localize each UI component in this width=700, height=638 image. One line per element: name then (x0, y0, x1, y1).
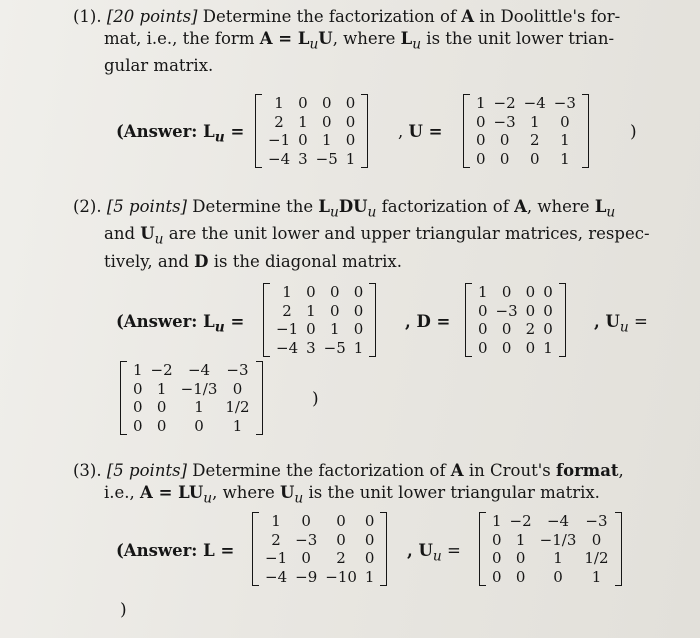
matrix-cell: 1 (476, 94, 486, 112)
matrix-cell: 0 (553, 567, 563, 586)
matrix-cell: 1/2 (584, 549, 609, 567)
matrix-cell: 0 (525, 338, 536, 357)
matrix-cell: 2 (336, 549, 346, 567)
matrix-cell: 2 (274, 112, 284, 131)
matrix-cell: 0 (591, 530, 602, 549)
matrix-row (129, 361, 254, 380)
matrix-cell: −9 (295, 567, 318, 586)
q3-number: (3). (73, 461, 102, 480)
question-2 (73, 196, 673, 273)
matrix-cell: 0 (156, 416, 167, 435)
q2-D-label: , D = (405, 312, 451, 331)
matrix-cell: −2 (150, 361, 173, 379)
matrix-cell: −4 (268, 149, 291, 168)
q1-points: [20 points] (106, 7, 198, 26)
matrix-cell: 0 (232, 379, 243, 398)
q2-number: (2). (73, 197, 102, 216)
matrix-table (264, 94, 359, 168)
q2-text: Determine the (187, 197, 319, 216)
matrix-cell: 0 (345, 112, 356, 131)
matrix-cell: −3 (495, 301, 518, 320)
q3-Uu-label-eq: = (441, 541, 461, 560)
matrix-cell: 0 (476, 131, 486, 149)
matrix-cell: 1 (543, 338, 553, 357)
q2-text-b: factorization of (376, 197, 515, 216)
matrix-cell: −3 (295, 530, 318, 549)
matrix-cell: 0 (298, 131, 308, 149)
q2-D-matrix (465, 283, 566, 357)
matrix-table (261, 512, 378, 586)
q3-text-d: , where (212, 483, 281, 502)
matrix-cell: 0 (329, 301, 340, 320)
matrix-cell: 0 (321, 94, 332, 112)
matrix-row (272, 320, 367, 339)
q3-text-e: is the unit lower triangular matrix. (303, 483, 600, 502)
q2-Uu-matrix (120, 361, 263, 435)
q2-answer-sub: u (214, 319, 225, 336)
matrix-cell: 0 (345, 131, 356, 149)
matrix-row (261, 549, 378, 568)
matrix-cell: −4 (187, 361, 211, 379)
matrix-cell: 0 (543, 301, 553, 320)
matrix-cell: 0 (364, 549, 375, 567)
matrix-table (474, 283, 557, 357)
matrix-cell: 0 (336, 530, 346, 549)
q1-text: Determine the factorization of (197, 7, 462, 26)
matrix-cell: 3 (298, 149, 308, 168)
q3-text-b: in Crout's (463, 461, 556, 480)
q1-answer-text: (Answer: L (116, 122, 215, 141)
q2-Uu-sub: u (154, 231, 164, 248)
matrix-cell: 0 (501, 338, 512, 357)
matrix-cell: 0 (478, 320, 488, 338)
matrix-cell: 1 (282, 283, 292, 301)
matrix-cell: 0 (329, 283, 340, 301)
matrix-cell: 1/2 (225, 398, 250, 416)
matrix-table (472, 94, 580, 168)
matrix-row (261, 512, 378, 531)
matrix-cell: −3 (585, 512, 608, 530)
matrix-cell: 0 (301, 549, 311, 567)
matrix-cell: 0 (478, 301, 488, 320)
matrix-cell: 0 (499, 131, 510, 149)
question-3 (73, 460, 673, 509)
q3-Uu-label-sub: u (432, 548, 442, 565)
q3-Uu-sub: u (294, 490, 304, 507)
q1-close-paren: ) (630, 122, 637, 142)
matrix-cell: 0 (515, 567, 526, 586)
matrix-row (272, 339, 367, 358)
q2-factor-L: L (318, 197, 330, 216)
matrix-cell: 0 (298, 94, 308, 112)
matrix-row (272, 283, 367, 302)
q3-answer-label: (Answer: L = (116, 541, 235, 560)
matrix-cell: 0 (525, 283, 536, 301)
matrix-cell: −4 (276, 338, 299, 357)
matrix-cell: 0 (476, 149, 486, 168)
matrix-cell: 1 (329, 320, 340, 338)
q2-Uu-label-eq: = (628, 312, 648, 331)
q1-answer-label (116, 122, 244, 145)
q1-text-d: is the unit lower trian- (421, 29, 615, 48)
matrix-cell: 0 (156, 398, 167, 416)
matrix-row (261, 531, 378, 550)
matrix-cell: −4 (523, 94, 546, 112)
matrix-row (488, 512, 613, 531)
matrix-cell: −1 (265, 549, 288, 567)
q3-Uu-matrix (479, 512, 622, 586)
matrix-cell: −1 (268, 131, 291, 149)
matrix-cell: 1 (321, 131, 332, 149)
matrix-row (472, 150, 580, 169)
q1-formula-U: U (318, 29, 333, 48)
q2-Lu-matrix (263, 283, 376, 357)
matrix-cell: 1 (133, 361, 143, 379)
matrix-cell: 0 (306, 283, 316, 301)
q1-line2: mat, i.e., the form (104, 29, 260, 48)
matrix-cell: 3 (306, 338, 316, 357)
matrix-cell: 0 (133, 416, 143, 435)
matrix-cell: −3 (553, 94, 576, 112)
matrix-cell: 0 (364, 512, 375, 530)
q1-answer-sub: u (214, 129, 225, 146)
matrix-cell: 1 (306, 301, 316, 320)
q2-Lu-sub: u (606, 204, 616, 221)
q2-A: A (514, 197, 527, 216)
matrix-cell: 0 (353, 283, 364, 301)
matrix-row (264, 131, 359, 150)
matrix-cell: 2 (282, 301, 292, 320)
matrix-cell: −1/3 (539, 530, 577, 549)
matrix-cell: 0 (492, 549, 502, 567)
q2-Uu-label-sub: u (619, 319, 629, 336)
matrix-cell: 2 (529, 131, 540, 149)
matrix-cell: 0 (529, 149, 540, 168)
matrix-cell: −4 (546, 512, 570, 530)
matrix-row (472, 113, 580, 132)
q2-close-paren: ) (312, 389, 319, 409)
matrix-row (129, 398, 254, 417)
q1-U-label-text: U = (408, 122, 443, 141)
q2-answer-text: (Answer: L (116, 312, 215, 331)
matrix-cell: −2 (509, 512, 532, 530)
matrix-cell: 0 (501, 320, 512, 338)
q2-Uu: U (140, 224, 155, 244)
matrix-row (488, 531, 613, 550)
matrix-row (264, 150, 359, 169)
matrix-row (261, 568, 378, 587)
matrix-row (488, 549, 613, 568)
q3-close-paren: ) (120, 600, 127, 620)
matrix-row (488, 568, 613, 587)
matrix-cell: 0 (306, 320, 316, 338)
matrix-cell: 0 (476, 112, 486, 131)
matrix-cell: 1 (274, 94, 284, 112)
q2-answer-eq: = (224, 312, 245, 331)
q1-number: (1). (73, 7, 102, 26)
matrix-cell: −4 (265, 567, 288, 586)
q1-line3: gular matrix. (104, 56, 214, 76)
q2-line2-a: and (104, 224, 141, 244)
matrix-cell: 2 (271, 530, 281, 549)
q1-text-c: , where (332, 29, 401, 48)
matrix-row (264, 113, 359, 132)
matrix-row (474, 320, 557, 339)
matrix-cell: 1 (364, 567, 375, 586)
q2-line3-a: tively, and (104, 251, 195, 271)
matrix-cell: 1 (194, 398, 204, 416)
q2-factor-sub: u (329, 204, 339, 221)
matrix-cell: 0 (301, 512, 311, 530)
matrix-cell: 0 (133, 398, 143, 416)
matrix-row (474, 283, 557, 302)
matrix-cell: 0 (499, 149, 510, 168)
q3-Uu-label-text: , U (407, 541, 433, 560)
matrix-cell: 1 (345, 149, 356, 168)
matrix-cell: −1/3 (180, 379, 218, 398)
q1-Lu-matrix (255, 94, 368, 168)
matrix-cell: −3 (226, 361, 249, 379)
matrix-cell: 1 (232, 416, 243, 435)
matrix-cell: 0 (560, 112, 570, 131)
q1-U-label: , U = (398, 122, 443, 141)
q3-Uu: U (280, 483, 295, 502)
q2-text-c: , where (526, 197, 595, 216)
matrix-cell: 0 (492, 530, 502, 549)
matrix-cell: 1 (271, 512, 281, 530)
matrix-cell: −1 (276, 320, 299, 338)
q2-points: [5 points] (106, 197, 187, 216)
q3-formula-sub: u (203, 490, 213, 507)
matrix-cell: 1 (492, 512, 502, 530)
matrix-cell: 0 (525, 301, 536, 320)
matrix-cell: −10 (325, 567, 357, 586)
matrix-row (264, 94, 359, 113)
matrix-cell: −2 (493, 94, 516, 112)
q2-answer-label (116, 312, 244, 335)
matrix-row (129, 417, 254, 436)
q1-A: A (461, 7, 475, 26)
matrix-cell: 0 (515, 549, 526, 567)
q3-text: Determine the factorization of (187, 461, 451, 480)
q1-Lu: L (400, 29, 413, 48)
q3-text-c: , (618, 461, 624, 480)
q1-Lu-sub: u (412, 36, 422, 53)
matrix-cell: 1 (529, 112, 540, 131)
q2-factor-DU: DU (338, 197, 368, 216)
matrix-cell: 0 (364, 530, 375, 549)
matrix-row (472, 131, 580, 150)
q2-D: D (194, 251, 209, 271)
matrix-cell: 0 (194, 416, 204, 435)
matrix-cell: 0 (353, 301, 364, 320)
q2-Lu: L (594, 197, 607, 216)
matrix-cell: 0 (478, 338, 488, 357)
q3-Uu-label (407, 541, 461, 564)
matrix-cell: 0 (492, 567, 502, 586)
q3-points: [5 points] (106, 461, 187, 480)
q3-line2-a: i.e., (104, 483, 141, 502)
matrix-cell: 1 (560, 149, 570, 168)
matrix-cell: −5 (315, 149, 338, 168)
matrix-row (474, 302, 557, 321)
q1-sub: u (309, 36, 319, 53)
q2-Uu-label (594, 312, 648, 335)
matrix-row (474, 339, 557, 358)
q1-answer-eq: = (224, 122, 245, 141)
q3-format: format (555, 461, 619, 480)
matrix-cell: 1 (515, 530, 526, 549)
matrix-cell: 0 (501, 283, 512, 301)
q1-formula: A = L (259, 29, 310, 48)
matrix-cell: 0 (353, 320, 364, 338)
q3-L-matrix (252, 512, 387, 586)
q2-line2-b: are the unit lower and upper triangular matrices, respec- (163, 224, 650, 244)
matrix-cell: 1 (353, 338, 364, 357)
matrix-cell: −5 (323, 338, 346, 357)
matrix-cell: 1 (478, 283, 488, 301)
matrix-cell: 0 (345, 94, 356, 112)
q1-U-matrix (463, 94, 589, 168)
matrix-cell: 0 (336, 512, 346, 530)
matrix-table (272, 283, 367, 357)
q2-factor-sub2: u (367, 204, 377, 221)
q1-text-b: in Doolittle's for- (474, 7, 621, 26)
matrix-cell: 0 (321, 112, 332, 131)
matrix-cell: 0 (543, 283, 553, 301)
matrix-table (488, 512, 613, 586)
matrix-cell: 2 (525, 320, 536, 338)
q3-formula: A = LU (140, 483, 204, 502)
matrix-table (129, 361, 254, 435)
matrix-cell: 1 (560, 131, 570, 149)
q2-Uu-label-text: , U (594, 312, 620, 331)
question-1 (73, 6, 673, 77)
matrix-cell: 0 (133, 379, 143, 398)
matrix-row (272, 302, 367, 321)
matrix-cell: 1 (591, 567, 602, 586)
matrix-cell: 1 (553, 549, 563, 567)
matrix-cell: −3 (493, 112, 516, 131)
matrix-cell: 1 (298, 112, 308, 131)
matrix-cell: 0 (543, 320, 553, 338)
matrix-cell: 1 (156, 379, 167, 398)
q3-A: A (450, 461, 464, 480)
matrix-row (472, 94, 580, 113)
matrix-row (129, 380, 254, 399)
q2-line3-b: is the diagonal matrix. (208, 251, 402, 271)
